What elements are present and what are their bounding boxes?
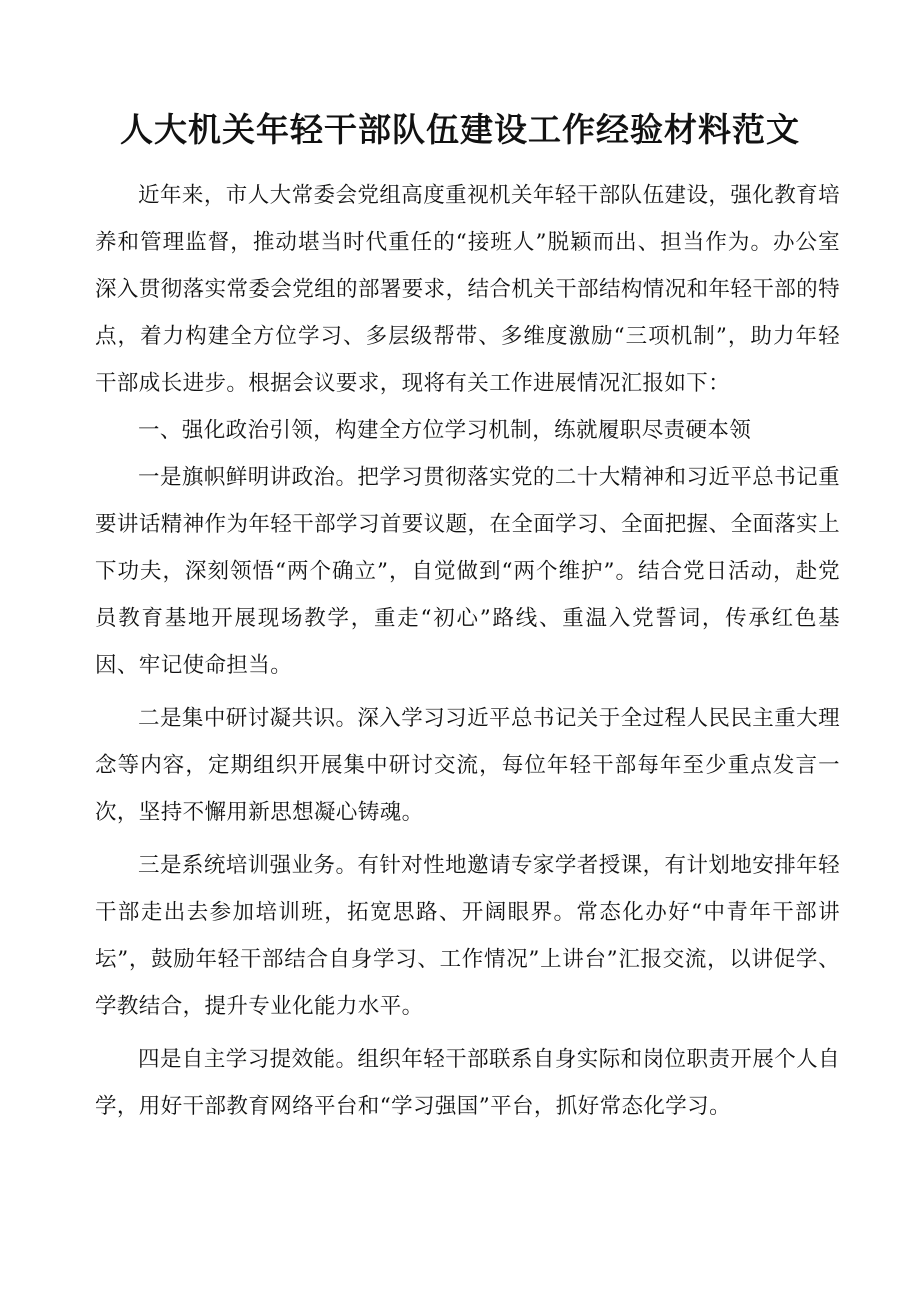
section-heading-1: 一、强化政治引领，构建全方位学习机制，练就履职尽责硬本领	[138, 418, 752, 443]
intro-paragraph: 近年来，市人大常委会党组高度重视机关年轻干部队伍建设，强化教育培养和管理监督，推动堪当时代重任的“接班人”脱颖而出、担当作为。办公室深入贯彻落实常委会党组的部署要求，结合机关干部结构情况和年轻干部的特点，着力构建全方位学习、多层级帮带、多维度激励“三项机制”，助力年轻干部成长进步。根据会议要求，现将有关工作进展情况汇报如下：	[95, 183, 840, 396]
paragraph-political-study: 一是旗帜鲜明讲政治。把学习贯彻落实党的二十大精神和习近平总书记重要讲话精神作为年轻干部学习首要议题，在全面学习、全面把握、全面落实上下功夫，深刻领悟“两个确立”，自觉做到“两个维护”。结合党日活动，赴党员教育基地开展现场教学，重走“初心”路线、重温入党誓词，传承红色基因、牢记使命担当。	[95, 465, 840, 678]
document-title: 人大机关年轻干部队伍建设工作经验材料范文	[120, 110, 800, 149]
paragraph-group-discussion: 二是集中研讨凝共识。深入学习习近平总书记关于全过程人民民主重大理念等内容，定期组织开展集中研讨交流，每位年轻干部每年至少重点发言一次，坚持不懈用新思想凝心铸魂。	[95, 706, 840, 825]
paragraph-systematic-training: 三是系统培训强业务。有针对性地邀请专家学者授课，有计划地安排年轻干部走出去参加培训班，拓宽思路、开阔眼界。常态化办好“中青年干部讲坛”，鼓励年轻干部结合自身学习、工作情况”上讲台”汇报交流，以讲促学、学教结合，提升专业化能力水平。	[95, 853, 840, 1019]
document-body	[95, 172, 840, 1130]
paragraph-self-study: 四是自主学习提效能。组织年轻干部联系自身实际和岗位职责开展个人自学，用好干部教育网络平台和“学习强国”平台，抓好常态化学习。	[95, 1047, 840, 1119]
